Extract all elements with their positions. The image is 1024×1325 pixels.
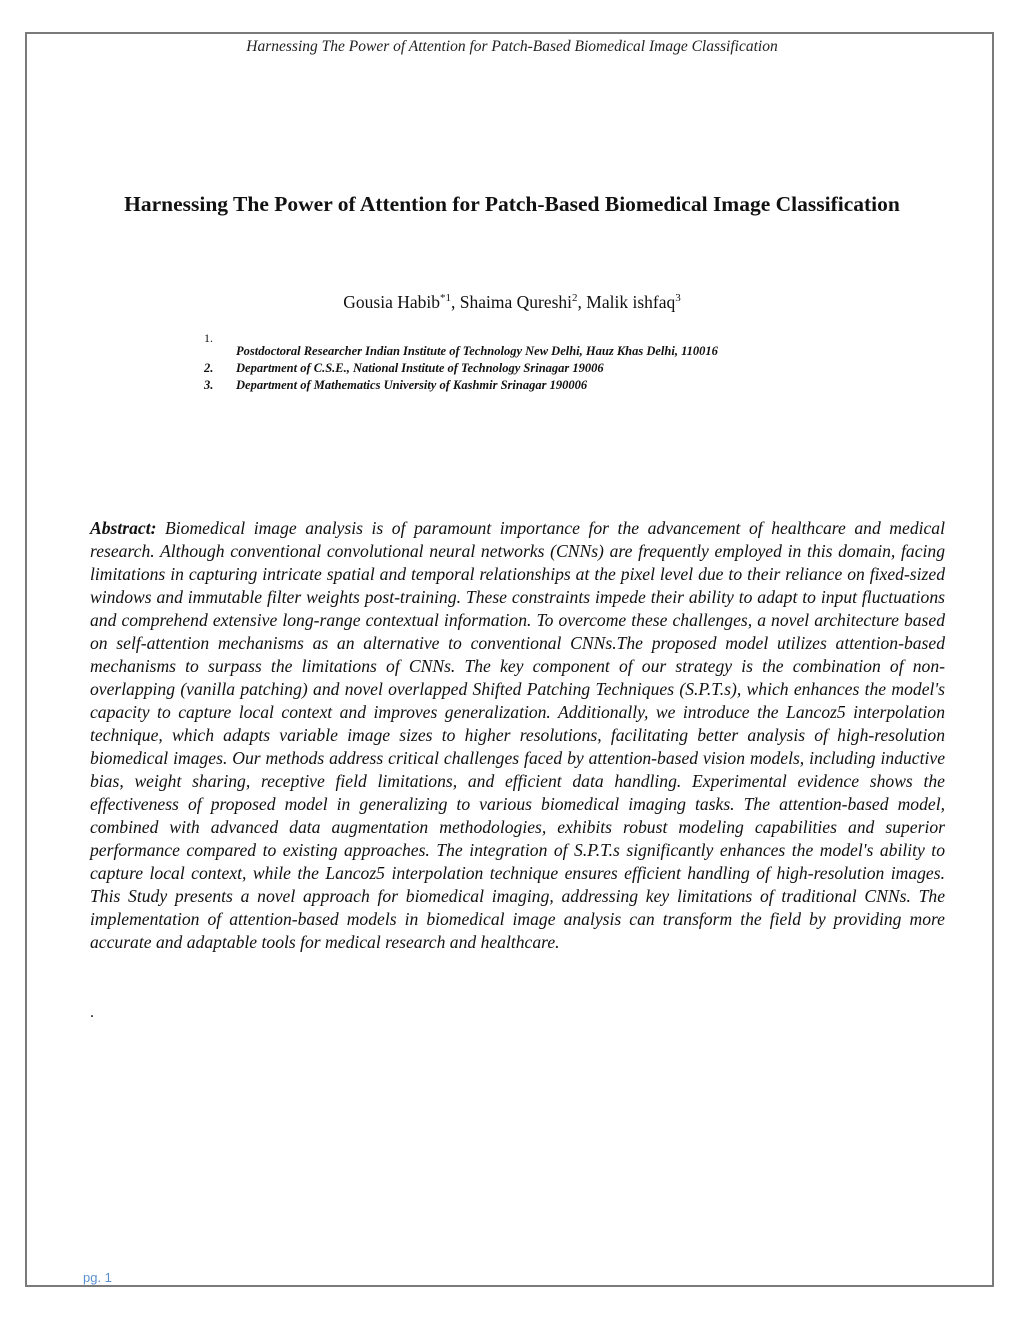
author-separator: , bbox=[577, 292, 587, 312]
affiliation-text: Postdoctoral Researcher Indian Institute of Technology New Delhi, Hauz Khas Delhi, 110016 bbox=[236, 344, 718, 358]
author-list bbox=[0, 292, 1024, 313]
affiliation-list bbox=[204, 331, 904, 395]
author-separator: , bbox=[451, 292, 460, 312]
author-name: Malik ishfaq bbox=[586, 292, 676, 312]
affiliation-number: 3. bbox=[204, 378, 214, 392]
page-number: pg. 1 bbox=[83, 1270, 112, 1285]
affiliation-item bbox=[204, 331, 904, 361]
abstract-label: Abstract: bbox=[90, 518, 157, 538]
paper-title: Harnessing The Power of Attention for Patch-Based Biomedical Image Classification bbox=[124, 192, 900, 216]
trailing-mark: . bbox=[90, 1004, 94, 1021]
running-header: Harnessing The Power of Attention for Patch-Based Biomedical Image Classification bbox=[246, 38, 778, 55]
affiliation-number: 2. bbox=[204, 361, 214, 375]
author-name: Gousia Habib bbox=[343, 292, 440, 312]
affiliation-text: Department of Mathematics University of Kashmir Srinagar 190006 bbox=[236, 378, 588, 392]
affiliation-item bbox=[204, 361, 904, 378]
abstract-paragraph bbox=[90, 517, 945, 954]
author-affiliation-mark: *1 bbox=[440, 292, 451, 305]
author-affiliation-mark: 3 bbox=[675, 292, 681, 305]
affiliation-item bbox=[204, 378, 904, 395]
affiliation-number: 1. bbox=[204, 331, 213, 345]
author-affiliation-mark: 2 bbox=[572, 292, 578, 305]
abstract-body: Biomedical image analysis is of paramount importance for the advancement of healthcare and medical research. Although conventional convolutional neural networks (CNNs) are frequently employed in this domain, facing limitations in capturing intricate spatial and temporal relationships at the pixel level due to their reliance on fixed-sized windows and immutable filter weights post-training. These constraints impede their ability to adapt to input fluctuations and comprehend extensive long-range contextual information. To overcome these challenges, a novel architecture based on self-attention mechanisms as an alternative to conventional CNNs.The proposed model utilizes attention-based mechanisms to surpass the limitations of CNNs. The key component of our strategy is the combination of non-overlapping (vanilla patching) and novel overlapped Shifted Patching Techniques (S.P.T.s), which enhances the model's capacity to capture local context and improves generalization. Additionally, we introduce the Lancoz5 interpolation technique, which adapts variable image sizes to higher resolutions, facilitating better analysis of high-resolution biomedical images. Our methods address critical challenges faced by attention-based vision models, including inductive bias, weight sharing, receptive field limitations, and efficient data handling. Experimental evidence shows the effectiveness of proposed model in generalizing to various biomedical imaging tasks. The attention-based model, combined with advanced data augmentation methodologies, exhibits robust modeling capabilities and superior performance compared to existing approaches. The integration of S.P.T.s significantly enhances the model's ability to capture local context, while the Lancoz5 interpolation technique ensures efficient handling of high-resolution images. This Study presents a novel approach for biomedical imaging, addressing key limitations of traditional CNNs. The implementation of attention-based models in biomedical image analysis can transform the field by providing more accurate and adaptable tools for medical research and healthcare. bbox=[90, 518, 945, 952]
affiliation-text: Department of C.S.E., National Institute of Technology Srinagar 19006 bbox=[236, 361, 604, 375]
author-name: Shaima Qureshi bbox=[459, 292, 573, 312]
